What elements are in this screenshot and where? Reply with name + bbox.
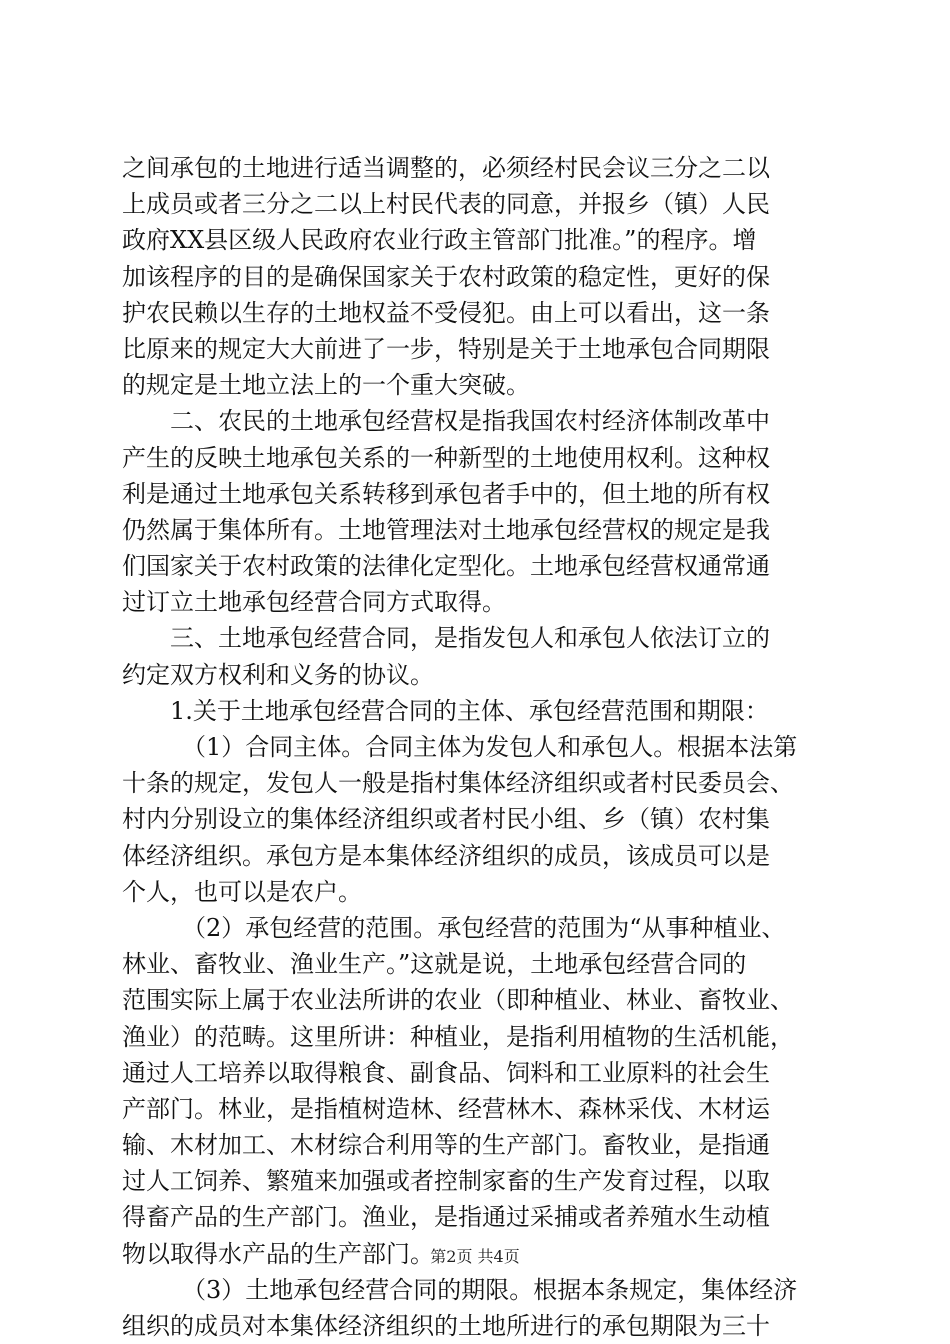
text-line: 们国家关于农村政策的法律化定型化。土地承包经营权通常通 xyxy=(122,552,770,581)
text-line: 护农民赖以生存的土地权益不受侵犯。由上可以看出，这一条 xyxy=(122,298,770,327)
paragraph-start: （1）合同主体。合同主体为发包人和承包人。根据本法第 xyxy=(182,733,798,761)
text-line: 过人工饲养、繁殖来加强或者控制家畜的生产发育过程，以取 xyxy=(122,1167,770,1196)
text-line: 比原来的规定大大前进了一步，特别是关于土地承包合同期限 xyxy=(122,334,770,363)
text-line: 过订立土地承包经营合同方式取得。 xyxy=(122,588,506,617)
text-line: 得畜产品的生产部门。渔业，是指通过采捕或者养殖水生动植 xyxy=(122,1203,770,1232)
page-number-footer: 第2页 共4页 xyxy=(430,1247,520,1266)
text-line: 上成员或者三分之二以上村民代表的同意，并报乡（镇）人民 xyxy=(122,190,770,219)
text-line: 个人，也可以是农户。 xyxy=(122,877,362,906)
text-line: 产生的反映土地承包关系的一种新型的土地使用权利。这种权 xyxy=(122,443,770,472)
text-line: 的规定是土地立法上的一个重大突破。 xyxy=(122,371,530,400)
text-line: 之间承包的土地进行适当调整的，必须经村民会议三分之二以 xyxy=(122,154,770,182)
body-text xyxy=(122,150,834,1344)
paragraph-start: （3）土地承包经营合同的期限。根据本条规定，集体经济 xyxy=(182,1275,798,1304)
text-line: 村内分别设立的集体经济组织或者村民小组、乡（镇）农村集 xyxy=(122,805,770,834)
text-line: 约定双方权利和义务的协议。 xyxy=(122,660,434,689)
text-line: 政府XX县区级人民政府农业行政主管部门批准。”的程序。增 xyxy=(122,226,757,255)
text-line: 仍然属于集体所有。土地管理法对土地承包经营权的规定是我 xyxy=(122,515,770,544)
text-line: 输、木材加工、木材综合利用等的生产部门。畜牧业，是指通 xyxy=(122,1131,770,1160)
text-line: 物以取得水产品的生产部门。 xyxy=(122,1239,434,1268)
text-line: 加该程序的目的是确保国家关于农村政策的稳定性，更好的保 xyxy=(122,262,770,291)
paragraph-start: 二、农民的土地承包经营权是指我国农村经济体制改革中 xyxy=(170,407,770,436)
text-line: 通过人工培养以取得粮食、副食品、饲料和工业原料的社会生 xyxy=(122,1058,770,1087)
text-line: 利是通过土地承包关系转移到承包者手中的，但土地的所有权 xyxy=(122,479,770,508)
section-heading: 1.关于土地承包经营合同的主体、承包经营范围和期限： xyxy=(170,696,769,725)
text-line: 产部门。林业，是指植树造林、经营林木、森林采伐、木材运 xyxy=(122,1094,770,1123)
text-line: 组织的成员对本集体经济组织的土地所进行的承包期限为三十 xyxy=(122,1312,770,1340)
text-line: 渔业）的范畴。这里所讲：种植业，是指利用植物的生活机能， xyxy=(122,1022,794,1051)
text-line: 范围实际上属于农业法所讲的农业（即种植业、林业、畜牧业、 xyxy=(122,986,794,1015)
text-line: 十条的规定，发包人一般是指村集体经济组织或者村民委员会、 xyxy=(122,769,794,798)
paragraph-start: 三、土地承包经营合同，是指发包人和承包人依法订立的 xyxy=(170,624,770,653)
text-line: 体经济组织。承包方是本集体经济组织的成员，该成员可以是 xyxy=(122,841,770,870)
text-line: 林业、畜牧业、渔业生产。”这就是说，土地承包经营合同的 xyxy=(122,950,747,979)
paragraph-start: （2）承包经营的范围。承包经营的范围为“从事种植业、 xyxy=(182,913,786,942)
